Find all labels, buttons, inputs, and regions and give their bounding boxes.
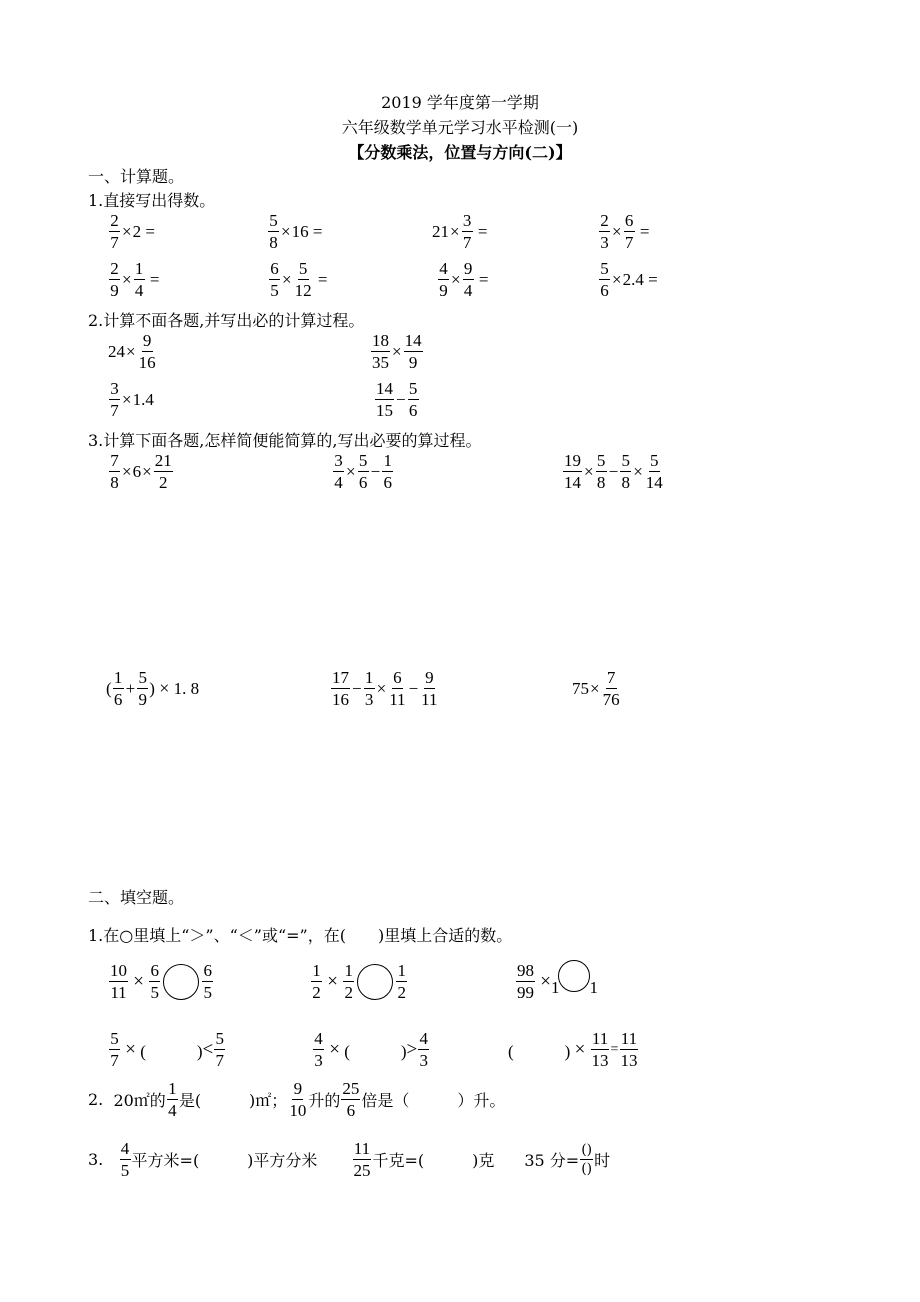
- fill-blank-text[interactable]: 千克=( )克: [372, 1151, 495, 1170]
- q2-3-item: 3. $\frac{4}{5}$ 平方米=( )平方分米 $\frac{11}{25}$ 千克=( )克 35 分= $\frac{()}{()}$ 时: [88, 1139, 611, 1180]
- oral-calc-item: $\frac{2}{7}$ × 2 =: [110, 211, 155, 252]
- calc-item: $\frac{3}{7}$ × 1.4: [110, 379, 154, 420]
- simplify-item: $\frac{19}{14}$ × $\frac{5}{8}$ − $\frac{5}{8}$ × $\frac{5}{14}$: [564, 451, 663, 492]
- oral-calc-item: $\frac{2}{3}$ × $\frac{6}{7}$ =: [600, 211, 650, 252]
- fraction-blank[interactable]: $\frac{()}{()}$: [581, 1142, 593, 1177]
- compare-item: $\frac{98}{99}$ × 1 1: [517, 961, 598, 1002]
- header-exam-title: 六年级数学单元学习水平检测(一): [341, 118, 579, 137]
- compare-circle-blank[interactable]: [558, 960, 590, 992]
- oral-calc-item: $\frac{5}{8}$ × 16 =: [269, 211, 323, 252]
- compare-item: $\frac{1}{2}$ × $\frac{1}{2}$ $\frac{1}{2}$: [312, 961, 406, 1002]
- q2-2-item: 2. 20㎡的 $\frac{1}{4}$ 是( )㎡； $\frac{9}{10}$ 升的 $\frac{25}{6}$ 倍是（ ）升。: [88, 1079, 506, 1120]
- compare-circle-blank[interactable]: [163, 964, 199, 1000]
- fill-blank[interactable]: ( ): [508, 1042, 571, 1061]
- fill-item: ( ) × $\frac{11}{13}$ = $\frac{11}{13}$: [508, 1029, 638, 1070]
- simplify-item: $\frac{7}{8}$ × 6 × $\frac{21}{2}$: [110, 451, 172, 492]
- fill-item: $\frac{5}{7}$ × ( ) < $\frac{5}{7}$: [110, 1029, 225, 1070]
- simplify-item: ( $\frac{1}{6}$ + $\frac{5}{9}$ ) × 1. 8: [106, 668, 200, 709]
- oral-calc-item: 21 × $\frac{3}{7}$ =: [432, 211, 488, 252]
- fill-blank[interactable]: ( ): [140, 1042, 203, 1061]
- simplify-item: $\frac{17}{16}$ − $\frac{1}{3}$ × $\frac{6}{11}$ − $\frac{9}{11}$: [332, 668, 438, 709]
- oral-calc-item: $\frac{6}{5}$ × $\frac{5}{12}$ =: [270, 259, 328, 300]
- q1-3-title: 3.计算下面各题,怎样简便能简算的,写出必要的算过程。: [88, 431, 482, 450]
- simplify-item: 75 × $\frac{7}{76}$: [572, 668, 620, 709]
- calc-item: $\frac{18}{35}$ × $\frac{14}{9}$: [372, 331, 422, 372]
- calc-item: $\frac{14}{15}$ − $\frac{5}{6}$: [376, 379, 418, 420]
- simplify-item: $\frac{3}{4}$ × $\frac{5}{6}$ − $\frac{1}{6}$: [334, 451, 392, 492]
- fill-item: $\frac{4}{3}$ × ( ) > $\frac{4}{3}$: [314, 1029, 429, 1070]
- section-1-title: 一、计算题。: [88, 167, 185, 186]
- q1-2-title: 2.计算不面各题,并写出必的计算过程。: [88, 311, 365, 330]
- compare-circle-blank[interactable]: [357, 964, 393, 1000]
- fill-blank-text[interactable]: 倍是（ ）升。: [361, 1091, 506, 1110]
- section-2-title: 二、填空题。: [88, 888, 185, 907]
- header-year-term: 2019 学年度第一学期: [381, 93, 539, 112]
- q2-1-title: 1.在○里填上“＞”、“＜”或“=”，在( )里填上合适的数。: [88, 926, 513, 945]
- fill-blank-text[interactable]: 是( )㎡；: [178, 1091, 288, 1110]
- fill-blank[interactable]: ( ): [344, 1042, 407, 1061]
- fill-blank-text[interactable]: 平方米=( )平方分米: [131, 1151, 318, 1170]
- oral-calc-item: $\frac{4}{9}$ × $\frac{9}{4}$ =: [439, 259, 489, 300]
- calc-item: 24 × $\frac{9}{16}$: [108, 331, 156, 372]
- q1-1-title: 1.直接写出得数。: [88, 191, 216, 210]
- oral-calc-item: $\frac{5}{6}$ × 2.4 =: [600, 259, 658, 300]
- compare-item: $\frac{10}{11}$ × $\frac{6}{5}$ $\frac{6}{5}$: [110, 961, 212, 1002]
- oral-calc-item: $\frac{2}{9}$ × $\frac{1}{4}$ =: [110, 259, 160, 300]
- header-topic: 【分数乘法，位置与方向(二)】: [348, 143, 572, 162]
